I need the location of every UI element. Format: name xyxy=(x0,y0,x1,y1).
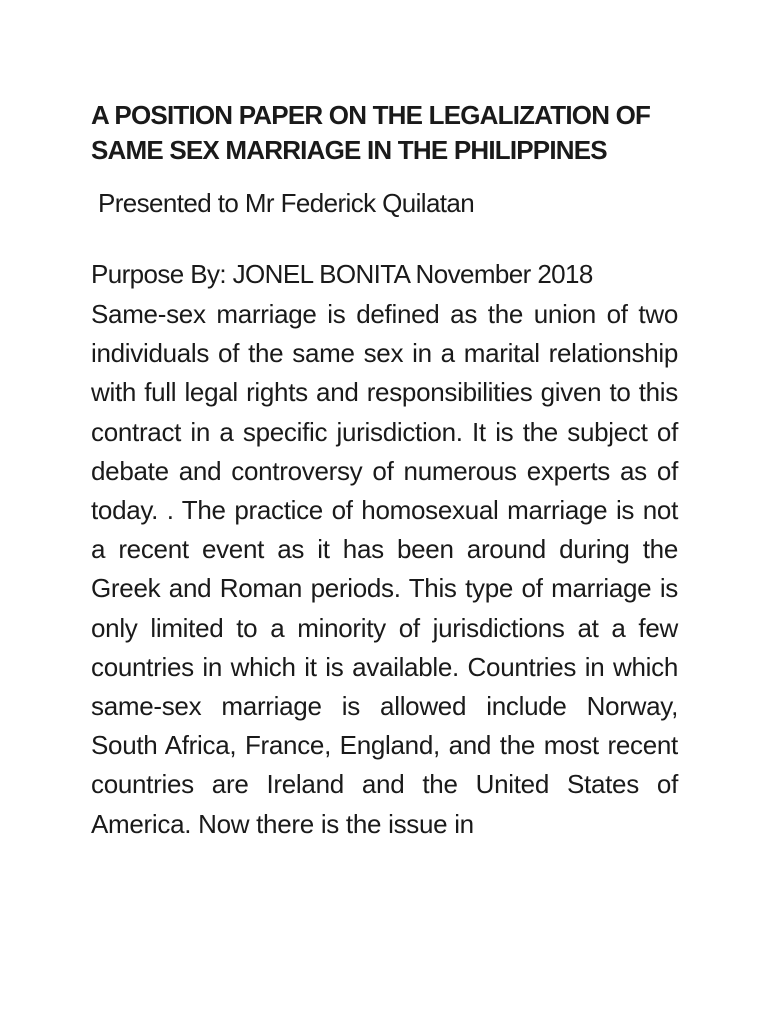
presented-to-line: Presented to Mr Federick Quilatan xyxy=(98,188,475,218)
document-title: A POSITION PAPER ON THE LEGALIZATION OF SAME SEX MARRIAGE IN THE PHILIPPINES xyxy=(91,100,651,165)
author-date-line: Purpose By: JONEL BONITA November 2018 xyxy=(91,259,593,289)
body-paragraph: Same-sex marriage is defined as the union of two individuals of the same sex in a marital relationship with full legal rights and responsibilities given to this contract in a specific jurisdiction. It is the subject of debate and controversy of numerous experts as of today. . The practice of homosexual marriage is not a recent event as it has been around during the Greek and Roman periods. This type of marriage is only limited to a minority of jurisdictions at a few countries in which it is available. Countries in which same-sex marriage is allowed include Norway, South Africa, France, England, and the most recent countries are Ireland and the United States of America. Now there is the issue in xyxy=(91,299,678,839)
